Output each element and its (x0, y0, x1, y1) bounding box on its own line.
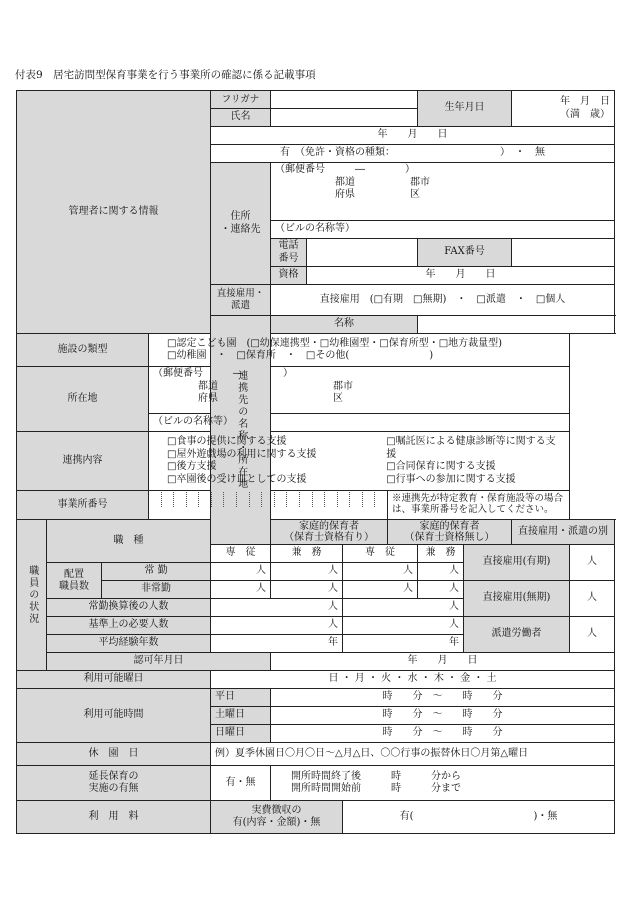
direct-open-label: 直接雇用(無期) (464, 581, 570, 617)
phone-field[interactable] (307, 239, 418, 267)
saturday-label: 土曜日 (211, 707, 271, 725)
avg-exp-qualified[interactable]: 年 (211, 635, 343, 653)
staff-side-label: 職員の状況 (17, 520, 47, 671)
coop-item-events[interactable]: □行事への参加に関する支援 (386, 473, 516, 485)
u-pt-hijoukin[interactable]: 人 (418, 581, 464, 599)
address-field[interactable] (271, 163, 615, 221)
weekday-label: 平日 (211, 689, 271, 707)
prefecture: 都道 府県 (335, 176, 356, 200)
partner-location-field[interactable] (149, 367, 570, 414)
fee-label: 利 用 料 (17, 801, 211, 834)
fte-unqualified[interactable]: 人 (343, 599, 464, 617)
q-pt-joukin[interactable]: 人 (271, 563, 343, 581)
partner-prefecture: 都道 府県 (198, 380, 218, 404)
partner-postal: （郵便番号 ― ） (153, 368, 293, 379)
birth-field[interactable] (512, 91, 615, 127)
direct-open-value[interactable]: 人 (570, 581, 615, 617)
phone-label: 電話番号 (271, 239, 307, 267)
fax-label: FAX番号 (418, 239, 512, 267)
avg-experience-label: 平均経験年数 (47, 635, 211, 653)
coop-item-playground[interactable]: □屋外遊戯場の利用に関する支援 (167, 448, 317, 460)
sunday-hours[interactable]: 時 分 〜 時 分 (271, 725, 615, 743)
facility-type-label: 施設の類型 (17, 334, 149, 367)
partner-location-label: 所在地 (17, 367, 149, 432)
assigned-staff-label: 配置 職員数 (47, 563, 102, 599)
approval-date-label: 認可年月日 (47, 653, 271, 671)
qualified-fulltime: 専 従 (211, 545, 271, 563)
sunday-label: 日曜日 (211, 725, 271, 743)
fte-label: 常勤換算後の人数 (47, 599, 211, 617)
holiday-label: 休 園 日 (17, 743, 211, 766)
extended-after[interactable]: 開所時間終了後 時 分から (291, 770, 462, 782)
unqualified-fulltime: 専 従 (343, 545, 418, 563)
u-ft-hijoukin[interactable]: 人 (343, 581, 418, 599)
col-qualified: 家庭的保育者 （保育士資格有り） (271, 520, 388, 545)
address-label: 住所 ・連絡先 (211, 163, 271, 285)
office-number-field[interactable] (149, 491, 388, 520)
city: 郡市 区 (410, 176, 431, 200)
partner-city: 郡市 区 (333, 380, 353, 404)
parttime-label: 非常勤 (102, 581, 211, 599)
confirmation-form (16, 90, 615, 834)
qualification-label: 資格 (271, 267, 307, 285)
partner-name-field[interactable] (418, 316, 615, 334)
u-pt-joukin[interactable]: 人 (418, 563, 464, 581)
unqualified-parttime: 兼 務 (418, 545, 464, 563)
qualification-date[interactable]: 年 月 日 (307, 267, 615, 285)
fulltime-label: 常 勤 (102, 563, 211, 581)
required-qualified[interactable]: 人 (211, 617, 343, 635)
cooperation-label: 連携内容 (17, 432, 149, 491)
holiday-value[interactable]: 例）夏季休園日〇月〇日〜△月△日、〇〇行事の振替休日〇月第△曜日 (211, 743, 615, 766)
manager-section-label: 管理者に関する情報 (17, 91, 211, 334)
furigana-label: フリガナ (211, 91, 271, 109)
available-days-label: 利用可能曜日 (17, 671, 211, 689)
q-ft-joukin[interactable]: 人 (211, 563, 271, 581)
approval-date-value[interactable]: 年 月 日 (271, 653, 615, 671)
facility-type-line2[interactable]: □幼稚園 ・ □保育所 ・ □その他( ) (167, 350, 434, 361)
extended-care-label: 延長保育の 実施の有無 (17, 766, 211, 801)
qualified-parttime: 兼 務 (271, 545, 343, 563)
dispatch-label: 派遣労働者 (464, 617, 570, 653)
saturday-hours[interactable]: 時 分 〜 時 分 (271, 707, 615, 725)
employment-label: 直接雇用・派遣 (211, 285, 271, 316)
facility-type-line1[interactable]: □認定こども園 (□幼保連携型・□幼稚園型・□保育所型・□地方裁量型) (167, 337, 503, 349)
available-days-value[interactable]: 日 ・ 月 ・ 火 ・ 水 ・ 木 ・ 金 ・ 土 (211, 671, 615, 689)
name-field[interactable] (271, 109, 418, 127)
required-unqualified[interactable]: 人 (343, 617, 464, 635)
partner-name-label: 名称 (271, 316, 418, 334)
q-ft-hijoukin[interactable]: 人 (211, 581, 271, 599)
age-value: （満 歳） (560, 108, 611, 120)
fee-value[interactable]: 有( )・無 (343, 801, 615, 834)
coop-item-after-graduation[interactable]: □卒園後の受け皿としての支援 (167, 473, 307, 485)
page-title: 付表9 居宅訪問型保育事業を行う事業所の確認に係る記載事項 (15, 69, 316, 81)
name-label: 氏名 (211, 109, 271, 127)
coop-item-meals[interactable]: □食事の提供に関する支援 (167, 436, 287, 447)
col-unqualified: 家庭的保育者 （保育士資格無し） (388, 520, 512, 545)
date-row[interactable]: 年 月 日 (211, 127, 615, 145)
furigana-field[interactable] (271, 91, 418, 109)
coop-item-doctor[interactable]: □嘱託医による健康診断等に関する支援 (386, 436, 556, 460)
extended-before[interactable]: 開所時間開始前 時 分まで (291, 783, 462, 794)
required-label: 基準上の必要人数 (47, 617, 211, 635)
office-number-label: 事業所番号 (17, 491, 149, 520)
employment-value[interactable]: 直接雇用 (□有期 □無期) ・ □派遣 ・ □個人 (271, 285, 615, 316)
fax-field[interactable] (512, 239, 615, 267)
birth-label: 生年月日 (418, 91, 512, 127)
dispatch-value[interactable]: 人 (570, 617, 615, 653)
building-name[interactable]: （ビルの名称等） (271, 221, 615, 239)
coop-item-backup[interactable]: □後方支援 (167, 461, 217, 472)
coop-item-joint-care[interactable]: □合同保育に関する支援 (386, 461, 496, 472)
col-direct-dispatch: 直接雇用・派遣の別 (512, 520, 615, 545)
license-row[interactable]: 有 （免許・資格の種類： ） ・ 無 (211, 145, 615, 163)
q-pt-hijoukin[interactable]: 人 (271, 581, 343, 599)
u-ft-joukin[interactable]: 人 (343, 563, 418, 581)
office-number-note: ※連携先が特定教育・保育施設等の場合は、事業所番号を記入してください。 (388, 491, 570, 520)
job-type-label: 職 種 (47, 520, 211, 563)
extended-care-yesno[interactable]: 有・無 (211, 766, 271, 801)
partner-building[interactable]: （ビルの名称等） (149, 414, 570, 432)
weekday-hours[interactable]: 時 分 〜 時 分 (271, 689, 615, 707)
birth-value: 年 月 日 (560, 96, 611, 107)
avg-exp-unqualified[interactable]: 年 (343, 635, 464, 653)
direct-fixed-value[interactable]: 人 (570, 545, 615, 581)
available-hours-label: 利用可能時間 (17, 689, 211, 743)
fee-sub-label: 実費徴収の 有(内容・金額)・無 (211, 801, 343, 834)
direct-fixed-label: 直接雇用(有期) (464, 545, 570, 581)
partner-side-label: 連携先の名称・所在地 (211, 316, 271, 545)
fte-qualified[interactable]: 人 (211, 599, 343, 617)
postal-code: （郵便番号 ― ） (275, 164, 416, 175)
